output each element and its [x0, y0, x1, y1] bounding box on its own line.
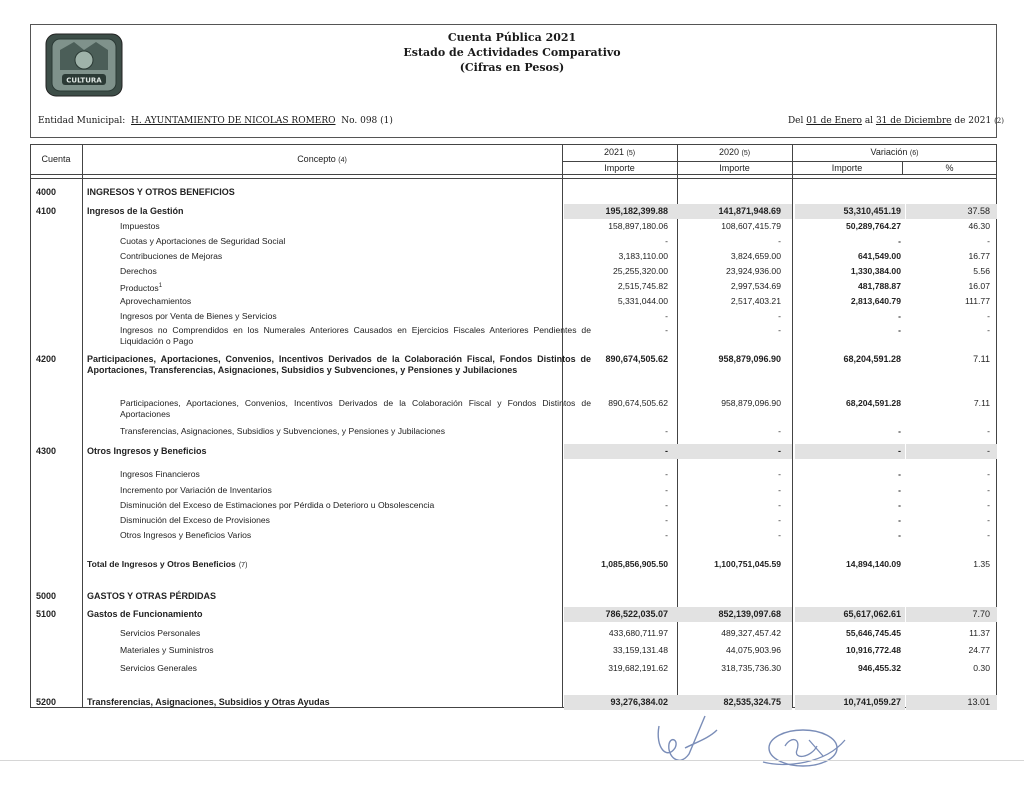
value-2020: - [778, 485, 781, 495]
value-variation: - [898, 500, 901, 510]
row-concept-text: Transferencias, Asignaciones, Subsidios y Otras Ayudas [87, 697, 330, 707]
value-2021: - [665, 325, 668, 335]
value-variation: 68,204,591.28 [846, 398, 901, 408]
row-concept [120, 398, 591, 420]
value-2021: 195,182,399.88 [605, 206, 668, 216]
row-concept-text: Participaciones, Aportaciones, Convenios, Incentivos Derivados de la Colaboración Fiscal, Fondos Distintos de Aportaciones, Transferencias, Asignaciones, Subsidios y Subvenciones, y Pensiones y Jubilaciones [87, 354, 591, 375]
col-header-2020 [677, 147, 792, 157]
value-variation: - [898, 515, 901, 525]
row-code: 5000 [36, 591, 57, 601]
col-header-concepto-label: Concepto [297, 154, 336, 164]
value-2020: - [778, 500, 781, 510]
row-code: 4300 [36, 446, 57, 456]
row-concept-text: Incremento por Variación de Inventarios [120, 485, 272, 495]
row-concept-text: Ingresos Financieros [120, 469, 200, 479]
row-concept-text: INGRESOS Y OTROS BENEFICIOS [87, 187, 235, 197]
value-2021: 1,085,856,905.50 [601, 559, 668, 569]
value-2021: 3,183,110.00 [618, 251, 668, 261]
col-divider-cuenta [82, 144, 83, 708]
value-variation: - [898, 446, 901, 456]
value-variation: 946,455.32 [857, 663, 901, 673]
row-concept-text: Gastos de Funcionamiento [87, 609, 203, 619]
value-2020: 23,924,936.00 [726, 266, 781, 276]
value-2020: 141,871,948.69 [718, 206, 781, 216]
value-percent: - [987, 311, 990, 321]
row-concept [87, 206, 591, 216]
value-2020: 958,879,096.90 [718, 354, 781, 364]
period-line [788, 116, 1004, 126]
report-title: Cuenta Pública 2021 [447, 31, 577, 44]
value-2020: - [778, 530, 781, 540]
value-2021: 433,680,711.97 [608, 628, 668, 638]
value-percent: 46.30 [968, 221, 990, 231]
value-2020: 2,997,534.69 [730, 281, 781, 291]
value-percent: - [987, 426, 990, 436]
footnote-marker: 1 [158, 283, 163, 289]
signature-1 [645, 708, 725, 783]
row-concept [120, 663, 591, 674]
entity-value: H. AYUNTAMIENTO DE NICOLAS ROMERO [131, 116, 336, 126]
row-concept-text: Servicios Personales [120, 628, 201, 638]
value-percent: - [987, 485, 990, 495]
row-concept [120, 236, 591, 247]
signature-2 [755, 718, 855, 783]
value-2020: - [778, 325, 781, 335]
col-header-concepto [82, 154, 562, 164]
value-percent: 37.58 [967, 206, 990, 216]
row-concept-text: Impuestos [120, 221, 160, 231]
period-from: 01 de Enero [806, 116, 862, 126]
value-variation: 55,646,745.45 [846, 628, 901, 638]
value-2021: - [665, 485, 668, 495]
value-variation: 10,916,772.48 [846, 645, 901, 655]
col-header-variacion [792, 147, 997, 157]
row-concept [120, 221, 591, 232]
value-variation: 10,741,059.27 [843, 697, 901, 707]
value-2020: - [778, 515, 781, 525]
col-subheader-pct: % [945, 163, 954, 173]
row-concept [120, 311, 591, 322]
value-2021: 158,897,180.06 [608, 221, 668, 231]
value-2020: - [778, 311, 781, 321]
value-variation: 481,788.87 [857, 281, 901, 291]
value-variation: - [898, 469, 901, 479]
row-concept-text: Productos [120, 282, 159, 293]
row-concept-text: Transferencias, Asignaciones, Subsidios y Subvenciones, y Pensiones y Jubilaciones [120, 426, 445, 436]
row-concept-text: Servicios Generales [120, 663, 197, 673]
value-variation: - [898, 325, 901, 335]
value-2020: 852,139,097.68 [718, 609, 781, 619]
value-percent: 5.56 [973, 266, 990, 276]
value-2021: 33,159,131.48 [613, 645, 668, 655]
value-variation: 50,289,764.27 [846, 221, 901, 231]
row-code: 4000 [36, 187, 57, 197]
row-concept-text: Participaciones, Aportaciones, Convenios, Incentivos Derivados de la Colaboración Fiscal y Fondos Distintos de Aportaciones [120, 398, 591, 419]
value-2020: 489,327,457.42 [721, 628, 781, 638]
row-concept-text: Disminución del Exceso de Provisiones [120, 515, 270, 525]
value-2021: - [665, 446, 668, 456]
header-mid-line [562, 161, 997, 162]
value-2021: 5,331,044.00 [617, 296, 668, 306]
value-variation: 14,894,140.09 [846, 559, 901, 569]
row-concept [120, 645, 591, 656]
value-variation: 65,617,062.61 [843, 609, 901, 619]
col-header-variacion-ref: (6) [909, 150, 919, 157]
value-variation: - [898, 311, 901, 321]
value-2020: - [778, 426, 781, 436]
value-2020: 108,607,415.79 [721, 221, 781, 231]
value-2021: - [665, 500, 668, 510]
value-variation: - [898, 236, 901, 246]
col-divider-2020 [792, 144, 793, 708]
value-2021: 25,255,320.00 [613, 266, 668, 276]
row-concept [120, 515, 591, 526]
period-to: 31 de Diciembre [875, 116, 952, 126]
value-2020: 3,824,659.00 [730, 251, 781, 261]
col-header-concepto-ref: (4) [338, 157, 347, 164]
row-concept [87, 697, 591, 707]
row-concept-text: Aprovechamientos [120, 296, 192, 306]
value-percent: - [987, 446, 990, 456]
row-concept [120, 628, 591, 639]
row-concept-text: Materiales y Suministros [120, 645, 214, 655]
value-percent: 11.37 [969, 628, 990, 638]
row-concept [87, 609, 591, 619]
period-prefix: Del [787, 116, 804, 126]
report-subtitle: Estado de Actividades Comparativo [403, 46, 621, 59]
report-units: (Cifras en Pesos) [459, 61, 565, 74]
value-2021: 890,674,505.62 [608, 398, 668, 408]
value-variation: - [898, 426, 901, 436]
value-2021: 786,522,035.07 [605, 609, 668, 619]
row-concept [120, 530, 591, 541]
value-percent: - [987, 469, 990, 479]
row-code: 5200 [36, 697, 57, 707]
row-ref: (7) [238, 562, 248, 569]
header-bottom-line-2 [30, 178, 997, 179]
value-percent: - [987, 236, 990, 246]
report-titles [0, 30, 1024, 75]
entity-line [38, 116, 393, 126]
row-concept [120, 266, 591, 277]
value-percent: 7.11 [973, 398, 990, 408]
value-2020: - [778, 469, 781, 479]
period-ref: (2) [994, 117, 1004, 125]
value-variation: 53,310,451.19 [843, 206, 901, 216]
value-percent: 111.77 [964, 296, 990, 306]
header-bottom-line [30, 174, 997, 175]
col-header-2021-label: 2021 [603, 147, 624, 157]
value-2020: 44,075,903.96 [726, 645, 781, 655]
row-concept-text: Ingresos por Venta de Bienes y Servicios [120, 311, 277, 321]
row-concept [120, 251, 591, 262]
row-concept [87, 446, 591, 456]
row-concept [120, 485, 591, 496]
row-code: 4100 [36, 206, 57, 216]
row-concept [120, 325, 591, 347]
value-percent: 13.01 [967, 697, 990, 707]
row-concept [120, 469, 591, 480]
value-2020: 2,517,403.21 [730, 296, 781, 306]
value-percent: - [987, 515, 990, 525]
value-2021: 93,276,384.02 [610, 697, 668, 707]
row-concept-text: Ingresos no Comprendidos en los Numerales Anteriores Causados en Ejercicios Fiscales Anteriores Pendientes de Liquidación o Pago [120, 325, 591, 346]
value-2021: - [665, 515, 668, 525]
row-concept [87, 354, 591, 376]
value-percent: - [987, 325, 990, 335]
value-2020: - [778, 446, 781, 456]
row-concept-text: Otros Ingresos y Beneficios Varios [120, 530, 252, 540]
row-concept-text: Otros Ingresos y Beneficios [87, 446, 207, 456]
value-2020: 1,100,751,045.59 [714, 559, 781, 569]
value-2021: - [665, 530, 668, 540]
row-concept-text: GASTOS Y OTRAS PÉRDIDAS [87, 591, 217, 601]
page-bottom-rule [0, 760, 1024, 761]
col-header-2021 [562, 147, 677, 157]
value-percent: 0.30 [973, 663, 990, 673]
value-2021: 319,682,191.62 [608, 663, 668, 673]
col-subheader-importe-2020: Importe [719, 163, 750, 173]
value-percent: 24.77 [968, 645, 990, 655]
value-percent: 16.77 [968, 251, 990, 261]
row-code: 4200 [36, 354, 57, 364]
value-2021: 2,515,745.82 [617, 281, 668, 291]
entity-number: No. 098 (1) [341, 116, 393, 126]
row-concept-text: Derechos [120, 266, 157, 276]
value-variation: 68,204,591.28 [843, 354, 901, 364]
row-concept-text: Cuotas y Aportaciones de Seguridad Social [120, 236, 286, 246]
entity-label: Entidad Municipal: [38, 116, 126, 126]
col-header-2020-label: 2020 [718, 147, 739, 157]
row-concept [87, 591, 591, 601]
value-2021: - [665, 426, 668, 436]
col-subheader-importe-2021: Importe [604, 163, 635, 173]
row-concept-text: Ingresos de la Gestión [87, 206, 184, 216]
period-mid: al [864, 116, 874, 126]
value-percent: - [987, 530, 990, 540]
value-percent: 7.11 [973, 354, 990, 364]
value-variation: - [898, 485, 901, 495]
period-year: de 2021 [954, 116, 992, 126]
col-header-2020-ref: (5) [741, 150, 751, 157]
row-concept [120, 281, 591, 294]
row-concept-text: Contribuciones de Mejoras [120, 251, 223, 261]
value-percent: 16.07 [968, 281, 990, 291]
value-2020: - [778, 236, 781, 246]
value-2020: 318,735,736.30 [721, 663, 781, 673]
value-variation: 1,330,384.00 [850, 266, 901, 276]
value-2020: 82,535,324.75 [723, 697, 781, 707]
row-code: 5100 [36, 609, 57, 619]
value-variation: 2,813,640.79 [850, 296, 901, 306]
value-variation: 641,549.00 [857, 251, 901, 261]
value-percent: 1.35 [973, 559, 990, 569]
value-2021: - [665, 236, 668, 246]
row-concept [87, 559, 591, 569]
value-variation: - [898, 530, 901, 540]
value-2020: 958,879,096.90 [721, 398, 781, 408]
col-header-variacion-label: Variación [870, 147, 908, 157]
row-concept [120, 296, 591, 307]
row-concept [120, 500, 591, 511]
value-2021: 890,674,505.62 [605, 354, 668, 364]
logo-caption: CULTURA [66, 76, 102, 85]
value-2021: - [665, 311, 668, 321]
value-2021: - [665, 469, 668, 479]
row-concept [87, 187, 591, 197]
value-percent: - [987, 500, 990, 510]
value-percent: 7.70 [972, 609, 990, 619]
col-header-2021-ref: (5) [626, 150, 636, 157]
row-concept-text: Disminución del Exceso de Estimaciones por Pérdida o Deterioro u Obsolescencia [120, 500, 435, 510]
row-concept-text: Total de Ingresos y Otros Beneficios [87, 559, 236, 569]
col-subheader-importe-var: Importe [831, 163, 863, 173]
col-header-cuenta: Cuenta [41, 154, 71, 164]
row-concept [120, 426, 591, 437]
